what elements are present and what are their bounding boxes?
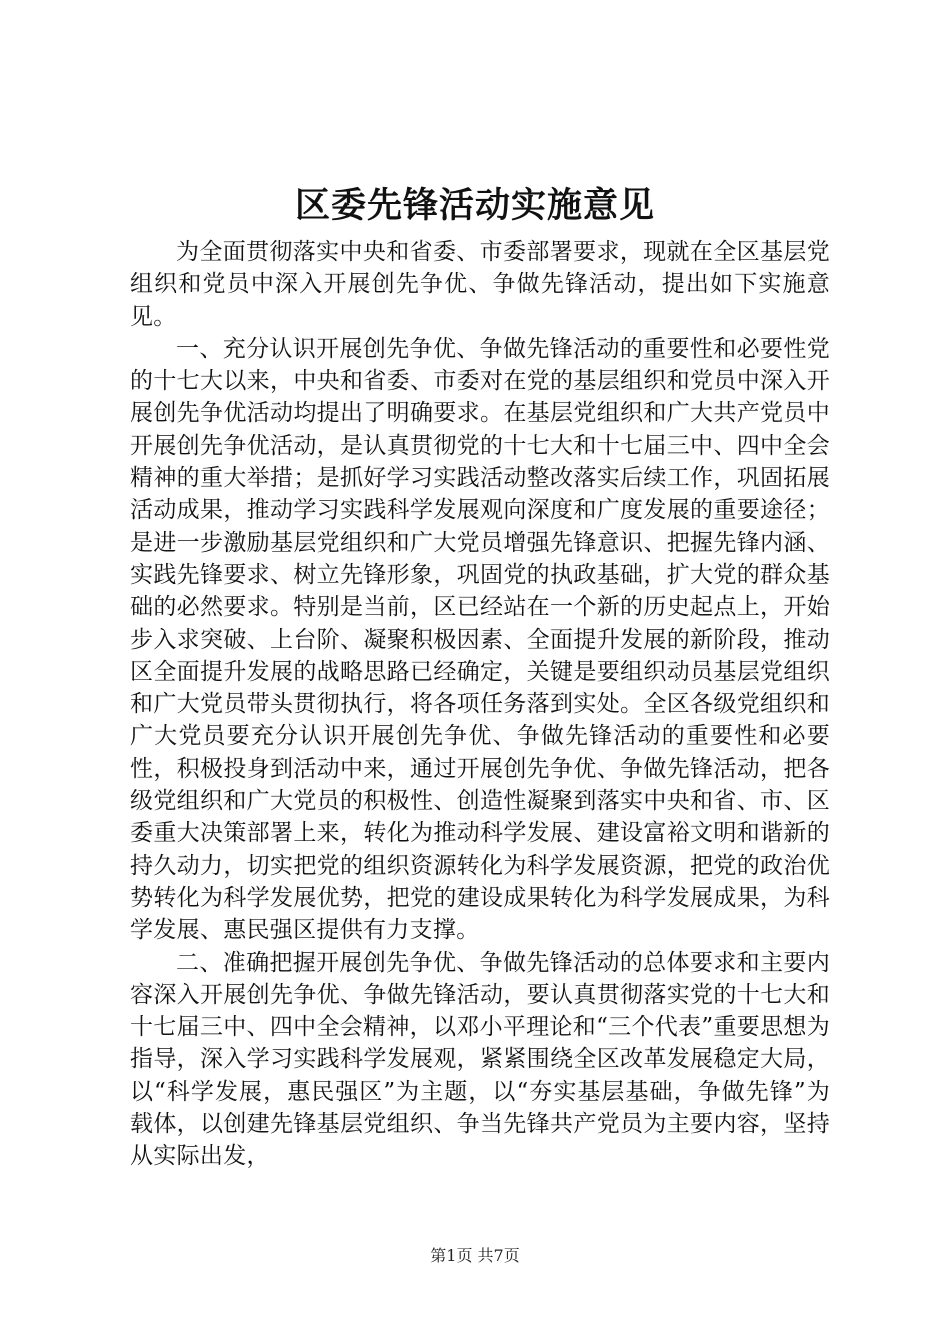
paragraph-section-2: 二、准确把握开展创先争优、争做先锋活动的总体要求和主要内容深入开展创先争优、争做先锋活动，要认真贯彻落实党的十七大和十七届三中、四中全会精神，以邓小平理论和“三个代表”重要思想为指导，深入学习实践科学发展观，紧紧围绕全区改革发展稳定大局，以“科学发展，惠民强区”为主题，以“夯实基层基础，争做先锋”为载体，以创建先锋基层党组织、争当先锋共产党员为主要内容，坚持从实际出发， bbox=[130, 949, 830, 1170]
paragraph-section-1: 一、充分认识开展创先争优、争做先锋活动的重要性和必要性党的十七大以来，中央和省委、市委对在党的基层组织和党员中深入开展创先争优活动均提出了明确要求。在基层党组织和广大共产党员中开展创先争优活动，是认真贯彻党的十七大和十七届三中、四中全会精神的重大举措；是抓好学习实践活动整改落实后续工作，巩固拓展活动成果，推动学习实践科学发展观向深度和广度发展的重要途径；是进一步激励基层党组织和广大党员增强先锋意识、把握先锋内涵、实践先锋要求、树立先锋形象，巩固党的执政基础，扩大党的群众基础的必然要求。特别是当前，区已经站在一个新的历史起点上，开始步入求突破、上台阶、凝聚积极因素、全面提升发展的新阶段，推动区全面提升发展的战略思路已经确定，关键是要组织动员基层党组织和广大党员带头贯彻执行，将各项任务落到实处。全区各级党组织和广大党员要充分认识开展创先争优、争做先锋活动的重要性和必要性，积极投身到活动中来，通过开展创先争优、争做先锋活动，把各级党组织和广大党员的积极性、创造性凝聚到落实中央和省、市、区委重大决策部署上来，转化为推动科学发展、建设富裕文明和谐新的持久动力，切实把党的组织资源转化为科学发展资源，把党的政治优势转化为科学发展优势，把党的建设成果转化为科学发展成果，为科学发展、惠民强区提供有力支撑。 bbox=[130, 335, 830, 944]
paragraph-intro: 为全面贯彻落实中央和省委、市委部署要求，现就在全区基层党组织和党员中深入开展创先争优、争做先锋活动，提出如下实施意见。 bbox=[130, 239, 830, 330]
page-number-footer: 第1页 共7页 bbox=[430, 1246, 520, 1265]
document-title: 区委先锋活动实施意见 bbox=[294, 185, 655, 226]
document-body bbox=[130, 236, 830, 1173]
